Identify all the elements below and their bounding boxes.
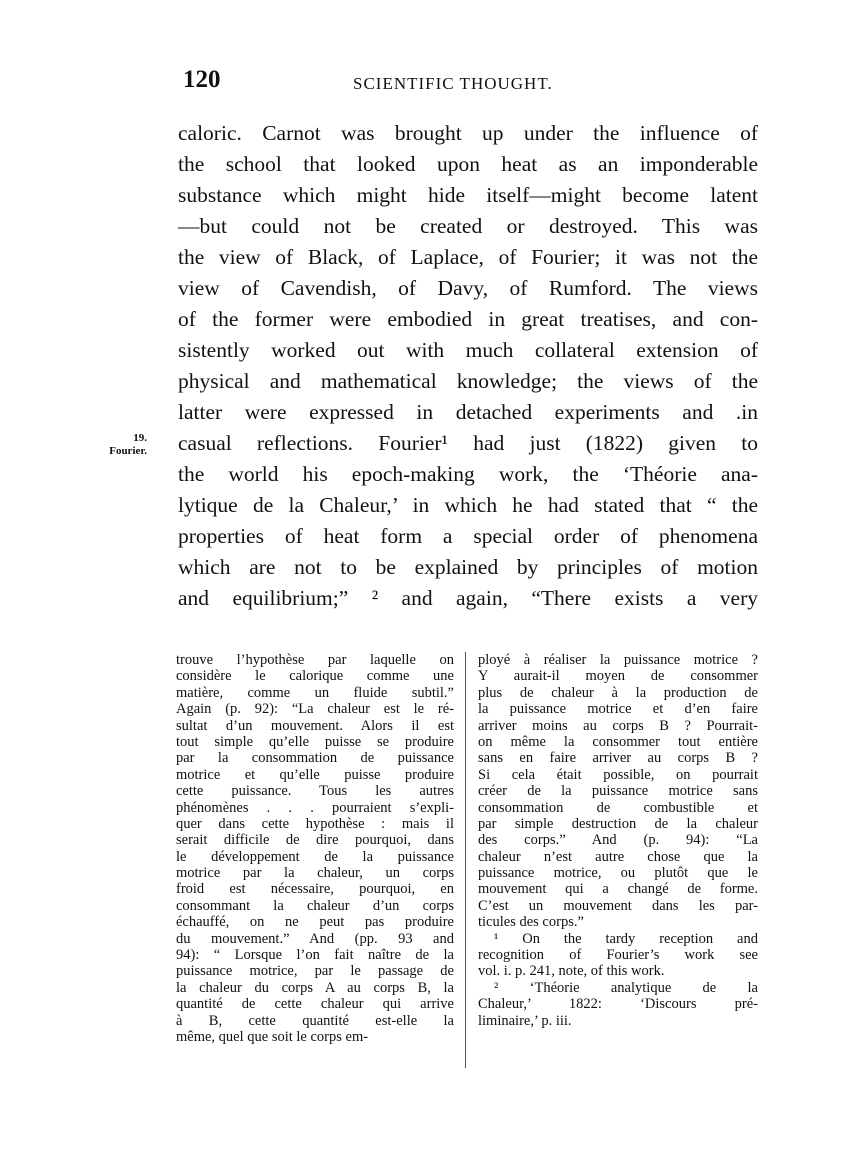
footnote-line: quantité de cette chaleur qui arrive — [176, 996, 454, 1013]
body-line: and equilibrium;” ² and again, “There exists a very — [178, 586, 758, 610]
footnote-line: froid est nécessaire, pourquoi, en — [176, 881, 454, 898]
footnote-line: ² ‘Théorie analytique de la — [494, 979, 758, 996]
footnote-line: le développement de la puissance — [176, 848, 454, 865]
footnote-line: quer dans cette hypothèse : mais il — [176, 815, 454, 832]
footnote-line: Again (p. 92): “La chaleur est le ré- — [176, 701, 454, 718]
footnote-line: du mouvement.” And (pp. 93 and — [176, 930, 454, 947]
body-line: the view of Black, of Laplace, of Fourier; it was not the — [178, 245, 758, 269]
footnote-line: mouvement qui a changé de forme. — [478, 881, 758, 898]
footnote-line: matière, comme un fluide subtil.” — [176, 684, 454, 701]
body-line: sistently worked out with much collateral extension of — [178, 338, 758, 362]
footnote-line: serait difficile de dire pourquoi, dans — [176, 832, 454, 849]
body-line: latter were expressed in detached experiments and .in — [178, 400, 758, 424]
footnote-line: 94): “ Lorsque l’on fait naître de la — [176, 947, 454, 964]
footnote-line: par simple destruction de la chaleur — [478, 815, 758, 832]
footnote-line: C’est un mouvement dans les par- — [478, 897, 758, 914]
margin-note-number: 19. — [133, 432, 147, 444]
body-line: substance which might hide itself—might become latent — [178, 183, 758, 207]
footnote-line: ¹ On the tardy reception and — [494, 930, 758, 947]
body-line: casual reflections. Fourier¹ had just (1822) given to — [178, 431, 758, 455]
footnote-line: puissance motrice, ou plutôt que le — [478, 865, 758, 882]
footnote-line: cette puissance. Tous les autres — [176, 783, 454, 800]
footnote-line: motrice et qu’elle puisse produire — [176, 766, 454, 783]
body-line: view of Cavendish, of Davy, of Rumford. The views — [178, 276, 758, 300]
running-head — [183, 66, 783, 96]
body-line: of the former were embodied in great treatises, and con- — [178, 307, 758, 331]
column-rule — [465, 652, 466, 1068]
footnote-line: trouve l’hypothèse par laquelle on — [176, 652, 454, 668]
footnote-line: Y aurait-il moyen de consommer — [478, 668, 758, 685]
footnote-line: sans en faire arriver au corps B ? — [478, 750, 758, 767]
footnote-line: puissance motrice, par le passage de — [176, 963, 454, 980]
body-text — [178, 118, 758, 614]
body-line: properties of heat form a special order of phenomena — [178, 524, 758, 548]
footnote-line: la chaleur du corps A au corps B, la — [176, 979, 454, 996]
footnote-line: la puissance motrice et d’en faire — [478, 701, 758, 718]
footnote-line: phénomènes . . . pourraient s’expli- — [176, 799, 454, 816]
footnote-line: ployé à réaliser la puissance motrice ? — [478, 652, 758, 668]
footnote-line: vol. i. p. 241, note, of this work. — [478, 963, 665, 980]
footnote-line: considère le calorique comme une — [176, 668, 454, 685]
footnote-line: recognition of Fourier’s work see — [478, 947, 758, 964]
footnote-line: des corps.” And (p. 94): “La — [478, 832, 758, 849]
margin-note-label: Fourier. — [109, 445, 147, 457]
footnotes-left-column — [176, 652, 454, 1045]
footnote-line: créer de la puissance motrice sans — [478, 783, 758, 800]
footnote-line: échauffé, on ne peut pas produire — [176, 914, 454, 931]
footnote-line: Chaleur,’ 1822: ‘Discours pré- — [478, 996, 758, 1013]
footnote-line: sultat d’un mouvement. Alors il est — [176, 717, 454, 734]
footnote-line: motrice par la chaleur, un corps — [176, 865, 454, 882]
footnote-line: consommant la chaleur d’un corps — [176, 897, 454, 914]
body-line: the world his epoch-making work, the ‘Théorie ana- — [178, 462, 758, 486]
body-line: physical and mathematical knowledge; the views of the — [178, 369, 758, 393]
footnote-line: chaleur n’est autre chose que la — [478, 848, 758, 865]
footnote-line: par la consommation de puissance — [176, 750, 454, 767]
footnote-line: liminaire,’ p. iii. — [478, 1012, 572, 1029]
page-number: 120 — [183, 66, 221, 93]
footnote-line: Si cela était possible, on pourrait — [478, 766, 758, 783]
footnote-line: on même la consommer tout entière — [478, 733, 758, 750]
footnote-line: ticules des corps.” — [478, 914, 584, 931]
footnote-line: consommation de combustible et — [478, 799, 758, 816]
footnote-line: plus de chaleur à la production de — [478, 684, 758, 701]
footnote-line: à B, cette quantité est-elle la — [176, 1012, 454, 1029]
body-line: lytique de la Chaleur,’ in which he had stated that “ the — [178, 493, 758, 517]
footnote-line: arriver moins au corps B ? Pourrait- — [478, 717, 758, 734]
body-line: —but could not be created or destroyed. This was — [178, 214, 758, 238]
running-title: SCIENTIFIC THOUGHT. — [353, 74, 553, 93]
body-line: caloric. Carnot was brought up under the influence of — [178, 121, 758, 145]
body-line: which are not to be explained by principles of motion — [178, 555, 758, 579]
footnote-line: tout simple qu’elle puisse se produire — [176, 733, 454, 750]
body-line: the school that looked upon heat as an imponderable — [178, 152, 758, 176]
margin-note — [75, 432, 147, 458]
footnote-line: même, quel que soit le corps em- — [176, 1028, 369, 1045]
footnotes-right-column — [478, 652, 758, 1029]
